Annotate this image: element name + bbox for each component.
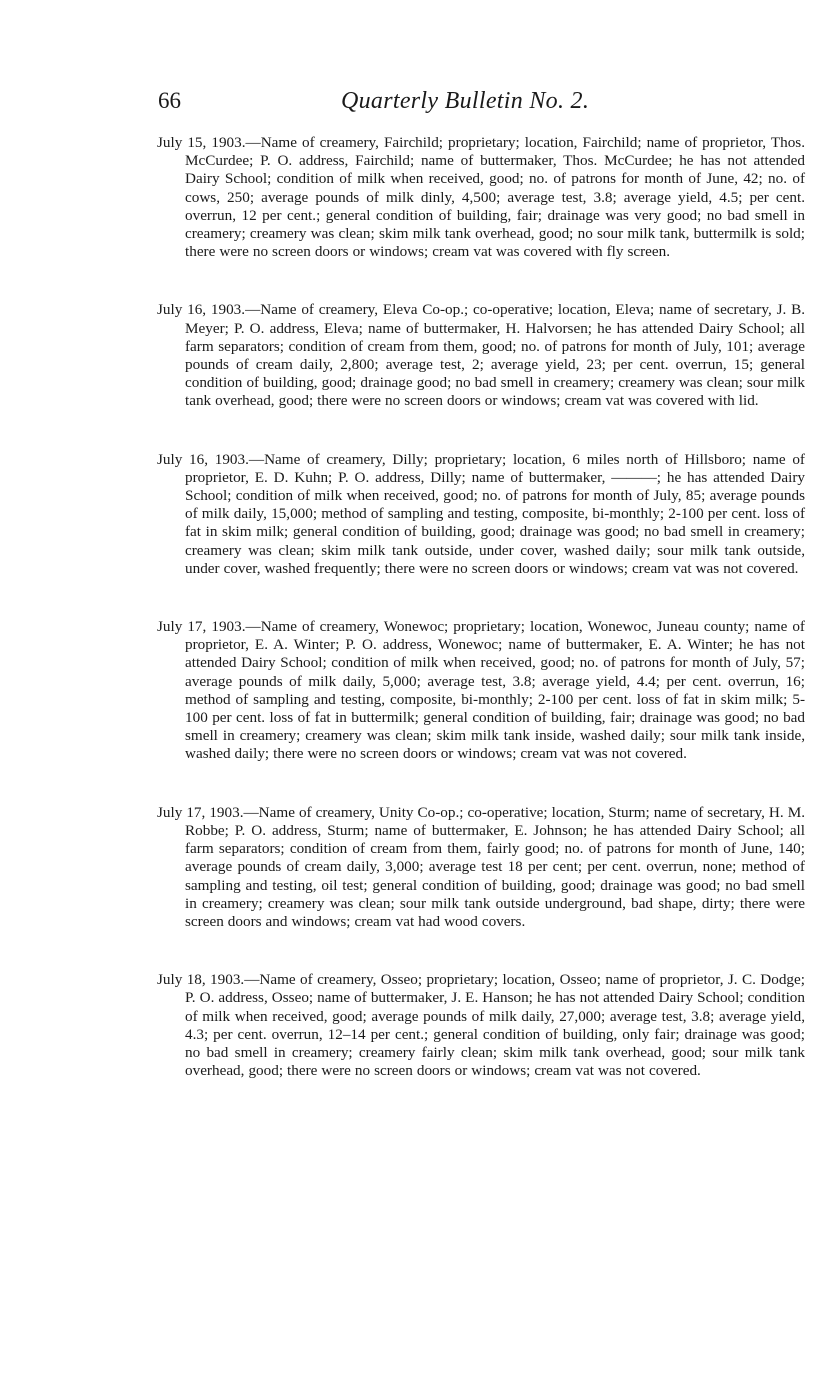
entry-osseo: July 18, 1903.—Name of creamery, Osseo; proprietary; location, Osseo; name of proprietor, J. C. Dodge; P. O. address, Osseo; name of buttermaker, J. E. Hanson; he has not attended Dairy School; condition of milk when received, good; average pounds of milk daily, 27,000; average test, 3.8; average yield, 4.3; per cent. overrun, 12–14 per cent.; general condition of building, only fair; drainage was good; no bad smell in creamery; creamery fairly clean; skim milk tank overhead, good; sour milk tank overhead, good; there were no screen doors or windows; cream vat was not covered. [157, 971, 805, 1080]
entry-dilly: July 16, 1903.—Name of creamery, Dilly; proprietary; location, 6 miles north of Hillsboro; name of proprietor, E. D. Kuhn; P. O. address, Dilly; name of buttermaker, ———; he has attended Dairy School; condition of milk when received, good; no. of patrons for month of July, 85; average pounds of milk daily, 15,000; method of sampling and testing, composite, bi-monthly; 2-100 per cent. loss of fat in skim milk; general condition of building, good; drainage was good; no bad smell in creamery; creamery was clean; skim milk tank outside, under cover, washed daily; sour milk tank outside, under cover, washed frequently; there were no screen doors or windows; cream vat was not covered. [157, 450, 805, 577]
page-header [158, 86, 803, 120]
entry-wonewoc: July 17, 1903.—Name of creamery, Wonewoc; proprietary; location, Wonewoc, Juneau county; name of proprietor, E. A. Winter; P. O. address, Wonewoc; name of buttermaker, E. A. Winter; he has not attended Dairy School; condition of milk when received, good; no. of patrons for month of July, 57; average pounds of milk daily, 5,000; average test, 3.8; average yield, 4.4; per cent. overrun, 16; method of sampling and testing, composite, bi-monthly; 2-100 per cent. loss of fat in skim milk; 5-100 per cent. loss of fat in buttermilk; general condition of building, fair; drainage was good; no bad smell in creamery; creamery was clean; skim milk tank inside, washed daily; sour milk tank inside, washed daily; there were no screen doors or windows; cream vat was not covered. [157, 618, 805, 763]
page-number: 66 [158, 88, 181, 113]
running-title: Quarterly Bulletin No. 2. [341, 88, 590, 114]
entry-unity: July 17, 1903.—Name of creamery, Unity Co-op.; co-operative; location, Sturm; name of secretary, H. M. Robbe; P. O. address, Sturm; name of buttermaker, E. Johnson; he has attended Dairy School; all farm separators; condition of cream from them, fairly good; no. of patrons for month of June, 140; average pounds of cream daily, 3,000; average test 18 per cent; per cent. overrun, none; method of sampling and testing, oil test; general condition of building, good; drainage was good; no bad smell in creamery; creamery was clean; sour milk tank outside underground, bad shape, dirty; there were screen doors and windows; cream vat had wood covers. [157, 803, 805, 930]
entry-eleva: July 16, 1903.—Name of creamery, Eleva Co-op.; co-operative; location, Eleva; name of secretary, J. B. Meyer; P. O. address, Eleva; name of buttermaker, H. Halvorsen; he has attended Dairy School; all farm separators; condition of cream from them, good; no. of patrons for month of July, 101; average pounds of cream daily, 2,800; average test, 2; average yield, 23; per cent. overrun, 15; general condition of building, good; drainage good; no bad smell in creamery; creamery was clean; sour milk tank overhead, good; there were no screen doors or windows; cream vat was covered with lid. [157, 301, 805, 410]
inspection-entries [157, 134, 805, 1080]
entry-fairchild: July 15, 1903.—Name of creamery, Fairchild; proprietary; location, Fairchild; name of proprietor, Thos. McCurdee; P. O. address, Fairchild; name of buttermaker, Thos. McCurdee; he has not attended Dairy School; condition of milk when received, good; no. of patrons for month of June, 42; no. of cows, 250; average pounds of milk dinly, 4,500; average test, 3.8; average yield, 4.5; per cent. overrun, 12 per cent.; general condition of building, fair; drainage was very good; no bad smell in creamery; creamery was clean; skim milk tank overhead, good; no sour milk tank, buttermilk is sold; there were no screen doors or windows; cream vat was covered with fly screen. [157, 134, 805, 261]
